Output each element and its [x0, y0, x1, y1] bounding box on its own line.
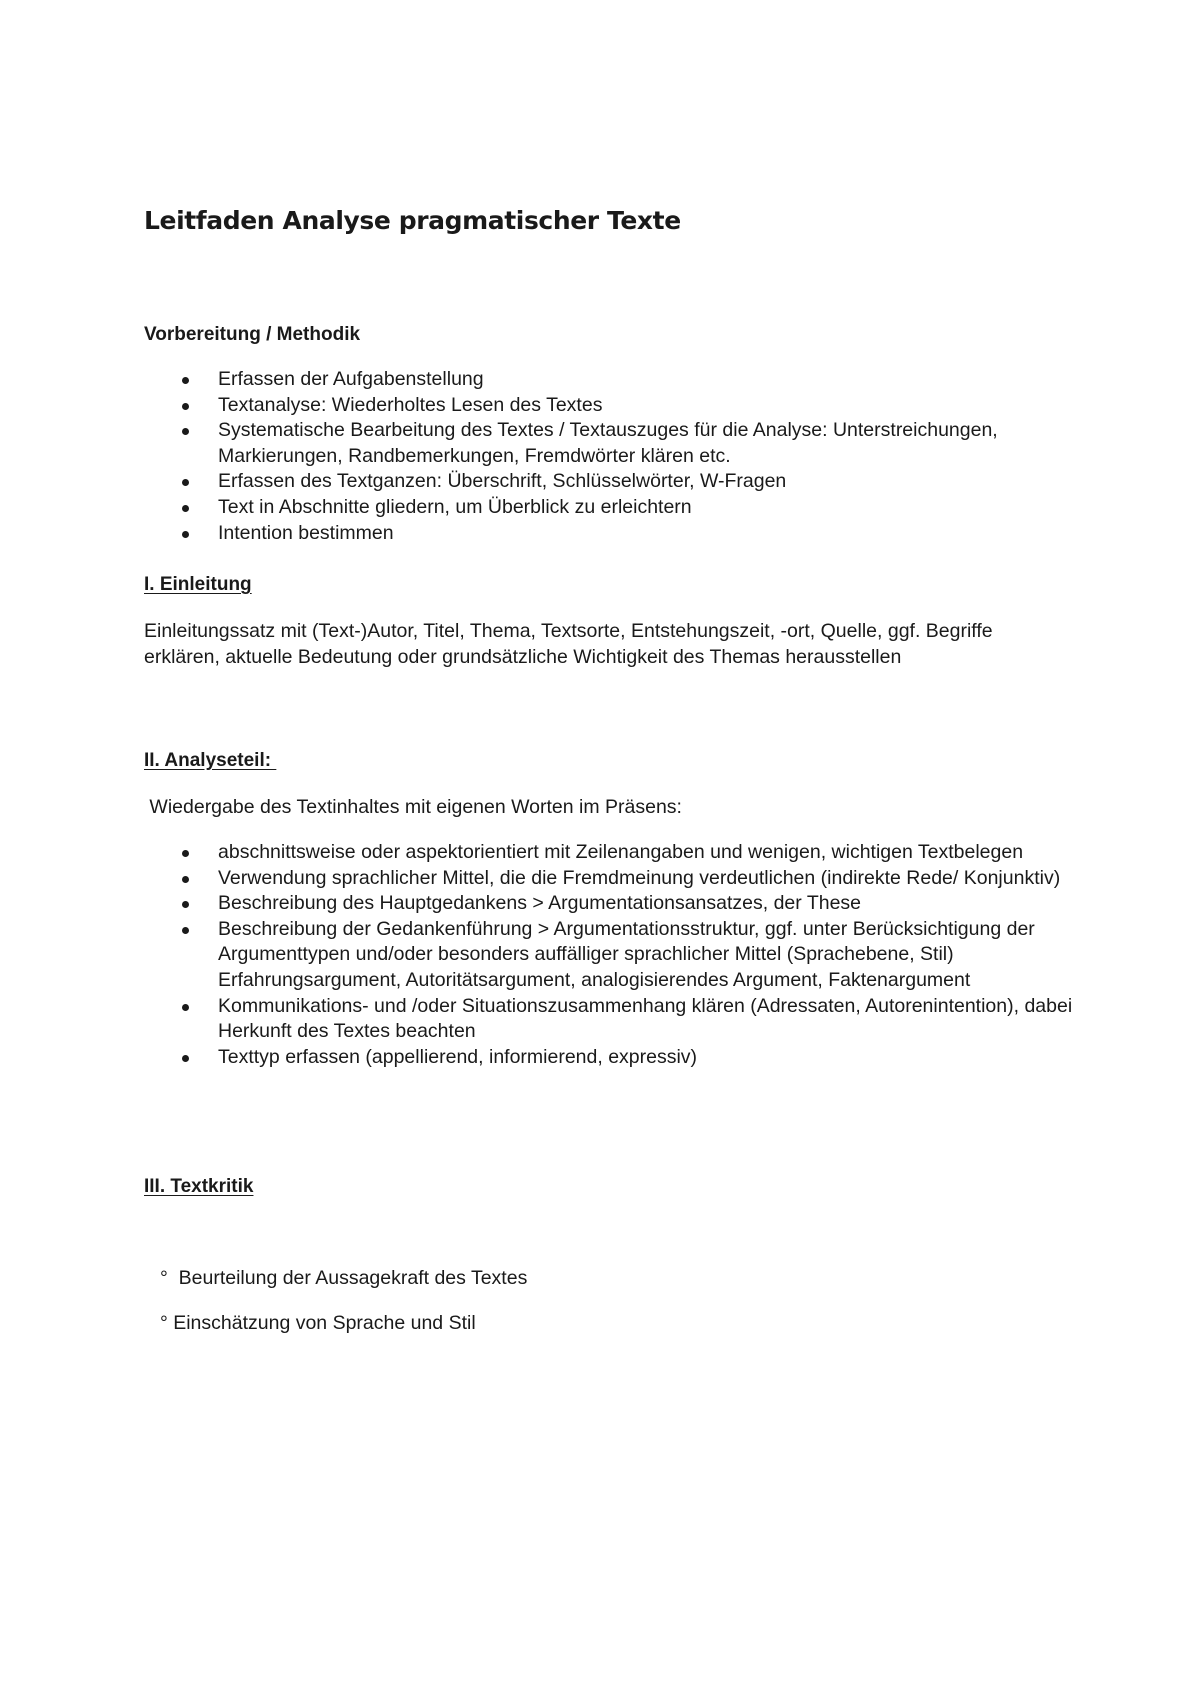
bullet-icon [182, 531, 189, 538]
document-title: Leitfaden Analyse pragmatischer Texte [144, 206, 681, 235]
list-item [144, 1045, 1074, 1071]
list-item [144, 521, 1074, 547]
critique-item: ° Einschätzung von Sprache und Stil [160, 1312, 476, 1334]
bullet-icon [182, 876, 189, 883]
bullet-icon [182, 1004, 189, 1011]
list-item [144, 840, 1074, 866]
analysis-heading: II. Analyseteil: [144, 750, 277, 771]
bullet-icon [182, 479, 189, 486]
list-item-text: Systematische Bearbeitung des Textes / Textauszuges für die Analyse: Unterstreichungen, Markierungen, Randbemerkungen, Fremdwörter klären etc. [218, 419, 998, 467]
list-item [144, 393, 1074, 419]
bullet-icon [182, 927, 189, 934]
list-item-text: Intention bestimmen [218, 521, 394, 544]
preparation-list [144, 367, 1074, 546]
bullet-icon [182, 505, 189, 512]
bullet-icon [182, 1055, 189, 1062]
list-item [144, 866, 1074, 892]
list-item [144, 367, 1074, 393]
list-item-text: Beschreibung des Hauptgedankens > Argumentationsansatzes, der These [218, 892, 862, 915]
analysis-intro: Wiedergabe des Textinhaltes mit eigenen Worten im Präsens: [144, 796, 682, 818]
list-item-text: Verwendung sprachlicher Mittel, die die Fremdmeinung verdeutlichen (indirekte Rede/ Konjunktiv) [218, 866, 1061, 889]
list-item [144, 469, 1074, 495]
list-item-text: Beschreibung der Gedankenführung > Argumentationsstruktur, ggf. unter Berücksichtigung der Argumenttypen und/oder besonders auffälliger sprachlicher Mittel (Sprachebene, Stil) Erfahrungsargument, Autoritätsargument, analogisierendes Argument, Faktenargument [218, 917, 1035, 991]
list-item [144, 418, 1074, 469]
list-item-text: Text in Abschnitte gliedern, um Überblick zu erleichtern [218, 495, 692, 518]
list-item-text: Texttyp erfassen (appellierend, informierend, expressiv) [218, 1045, 698, 1068]
list-item-text: Kommunikations- und /oder Situationszusammenhang klären (Adressaten, Autorenintention), dabei Herkunft des Textes beachten [218, 994, 1073, 1043]
bullet-icon [182, 403, 189, 410]
critique-heading: III. Textkritik [144, 1176, 254, 1197]
list-item-text: Erfassen des Textganzen: Überschrift, Schlüsselwörter, W-Fragen [218, 470, 787, 493]
list-item [144, 917, 1074, 994]
preparation-heading: Vorbereitung / Methodik [144, 324, 361, 345]
critique-item: ° Beurteilung der Aussagekraft des Textes [160, 1267, 528, 1289]
analysis-list [144, 840, 1074, 1070]
list-item [144, 495, 1074, 521]
bullet-icon [182, 901, 189, 908]
list-item-text: abschnittsweise oder aspektorientiert mit Zeilenangaben und wenigen, wichtigen Textbelegen [218, 841, 1024, 863]
bullet-icon [182, 377, 189, 384]
list-item [144, 891, 1074, 917]
list-item-text: Erfassen der Aufgabenstellung [218, 368, 484, 390]
bullet-icon [182, 850, 189, 857]
list-item-text: Textanalyse: Wiederholtes Lesen des Textes [218, 393, 603, 416]
introduction-text: Einleitungssatz mit (Text-)Autor, Titel, Thema, Textsorte, Entstehungszeit, -ort, Quelle, ggf. Begriffe erklären, aktuelle Bedeutung oder grundsätzliche Wichtigkeit des Themas herausstellen [144, 620, 993, 668]
introduction-heading: I. Einleitung [144, 574, 252, 595]
bullet-icon [182, 428, 189, 435]
list-item [144, 994, 1074, 1045]
